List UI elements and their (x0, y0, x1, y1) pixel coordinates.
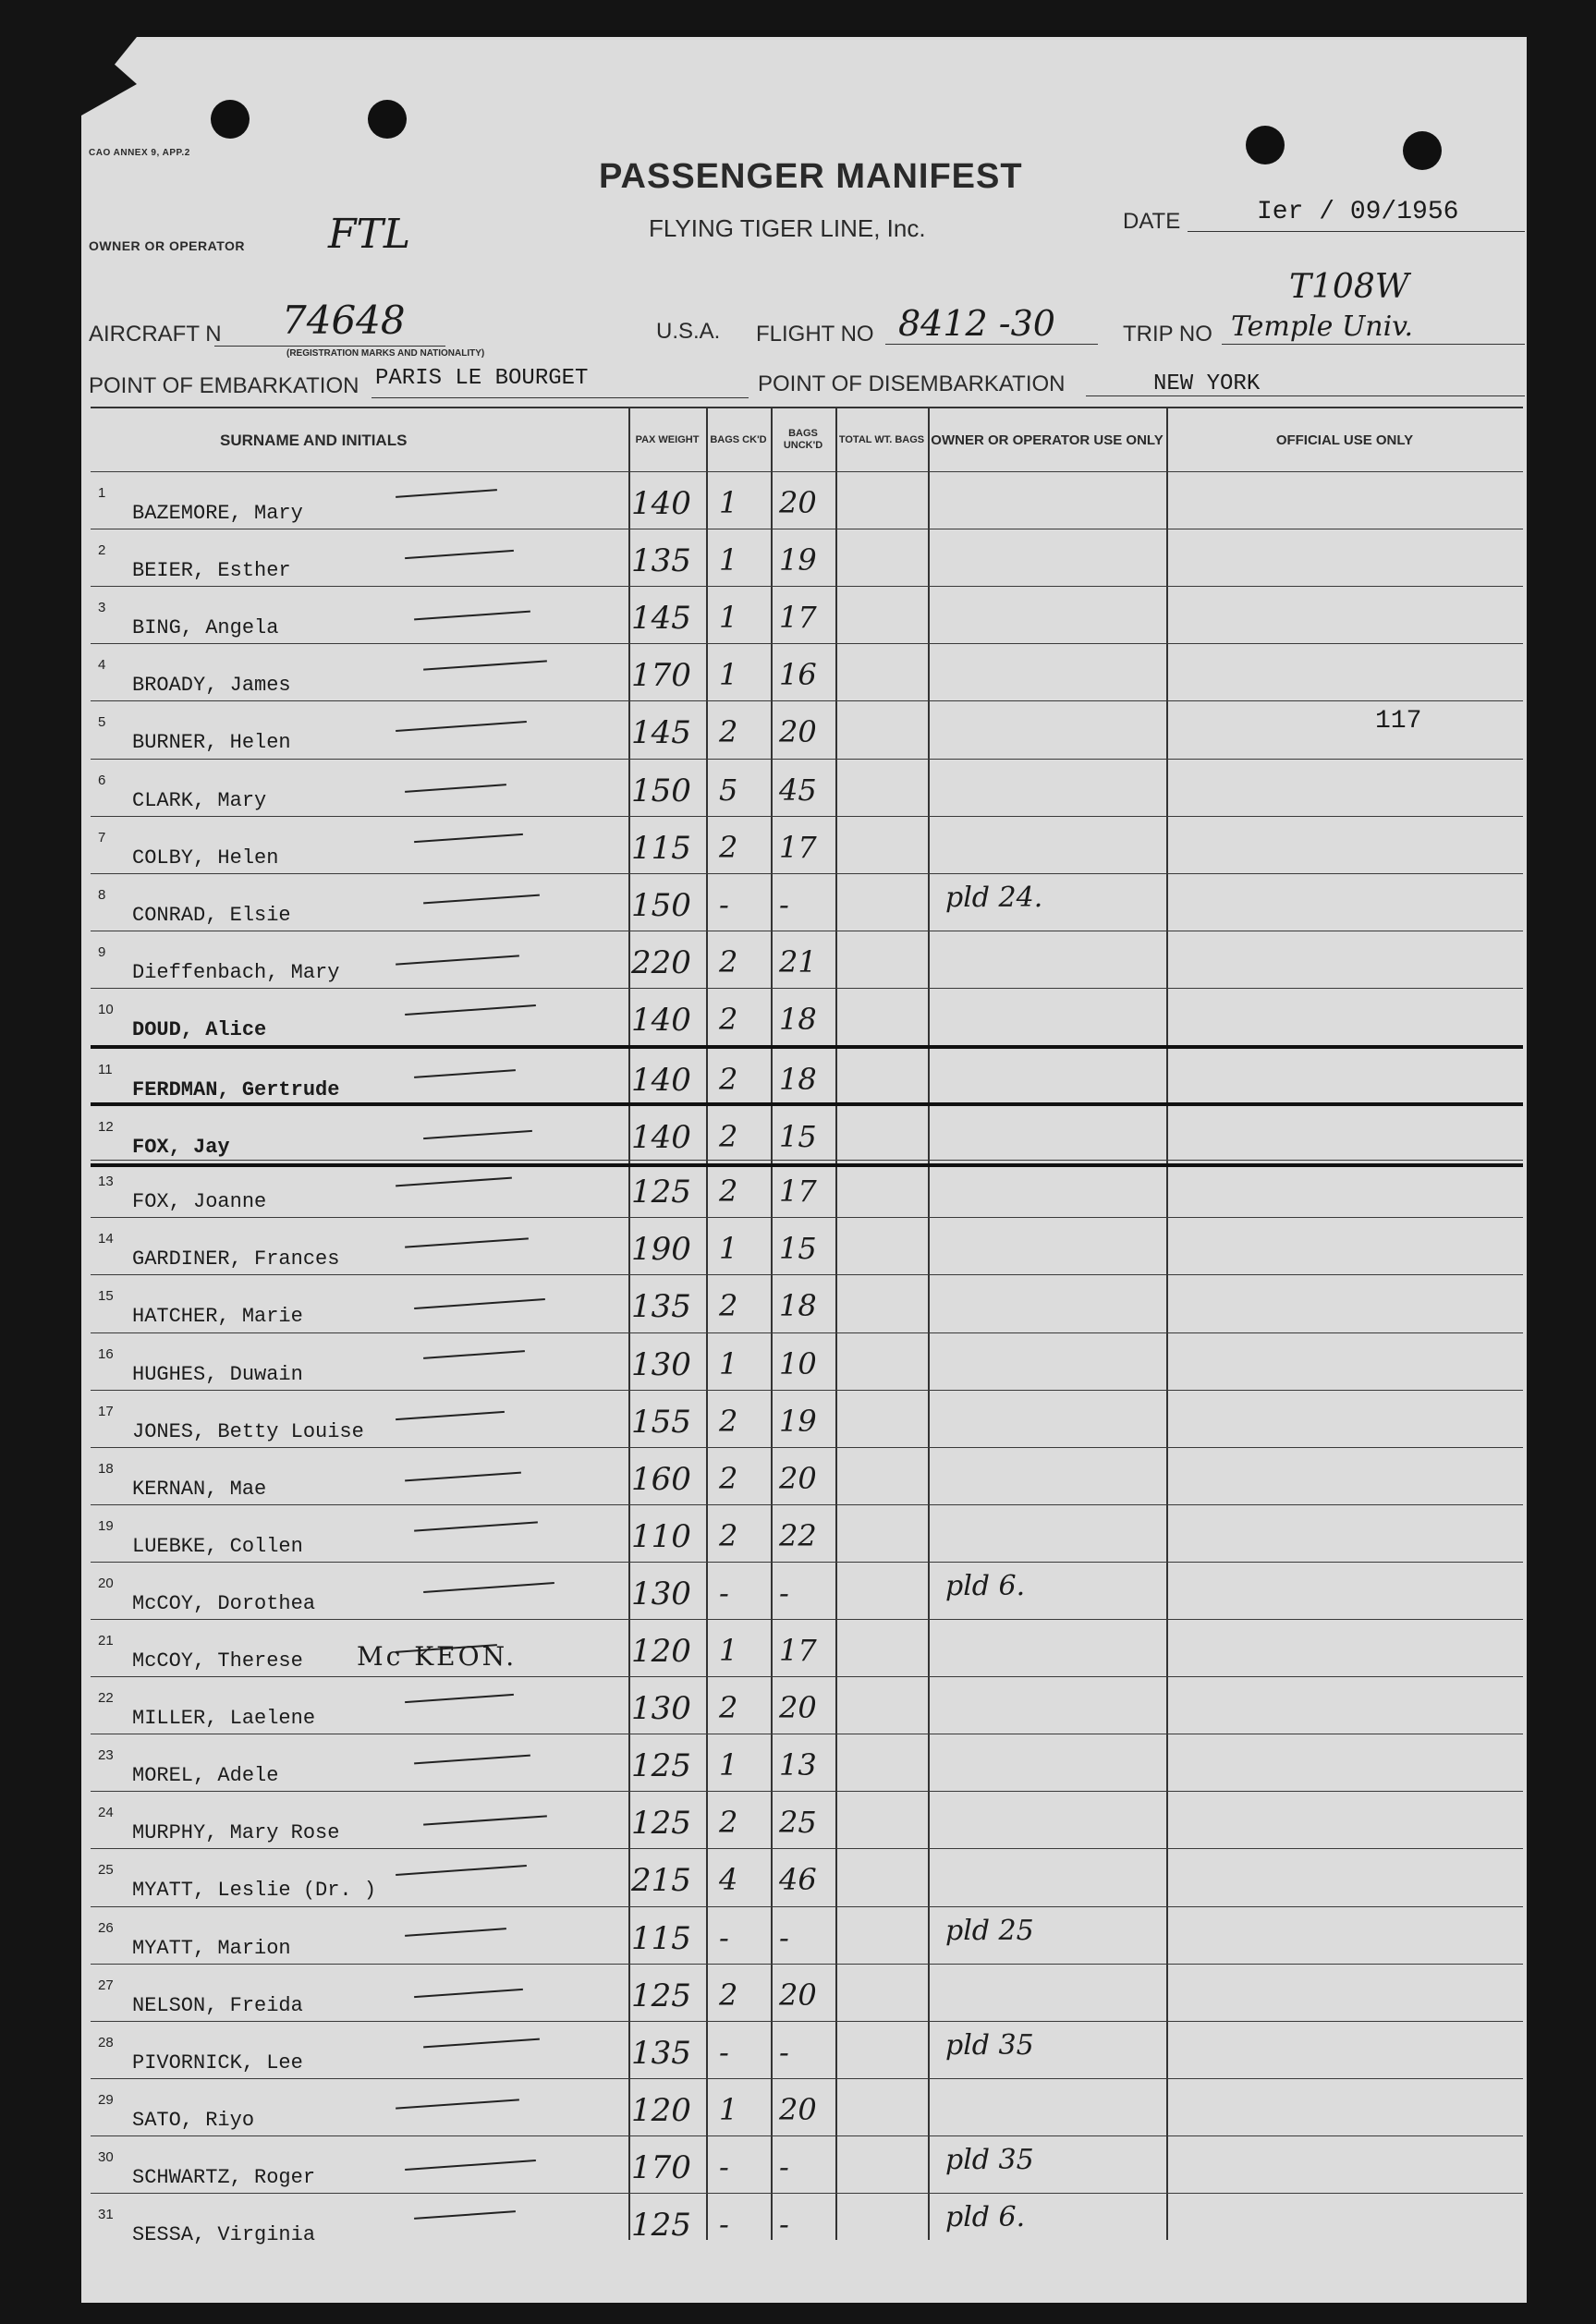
table-row (91, 1274, 1523, 1332)
row-number: 8 (98, 886, 106, 903)
bags-checked: 2 (719, 943, 738, 979)
bags-checked: 2 (719, 1690, 738, 1726)
page-title: PASSENGER MANIFEST (599, 157, 1023, 196)
owner-note: pld 6. (945, 1569, 1026, 1602)
bags-unchecked: 17 (779, 1174, 817, 1210)
bags-checked: - (719, 886, 729, 922)
tick-mark (423, 1582, 554, 1593)
country-label: U.S.A. (656, 319, 721, 344)
bags-unchecked: 13 (779, 1747, 817, 1783)
tick-mark (423, 661, 547, 671)
pax-weight: 145 (631, 714, 691, 752)
bags-checked: 2 (719, 1517, 738, 1553)
passenger-name: BURNER, Helen (132, 731, 291, 755)
bags-unchecked: 45 (779, 772, 817, 808)
tick-mark (405, 784, 506, 793)
table-row (91, 1562, 1523, 1620)
row-number: 19 (98, 1517, 114, 1534)
bags-unchecked: 19 (779, 1403, 817, 1439)
row-number: 9 (98, 943, 106, 960)
pax-weight: 170 (631, 657, 691, 695)
tick-mark (405, 1694, 514, 1703)
table-row (91, 873, 1523, 931)
pax-weight: 190 (631, 1231, 691, 1269)
tick-mark (405, 550, 514, 559)
flight-underline (885, 344, 1098, 345)
tick-mark (423, 2038, 540, 2048)
trip-code: T108W (1289, 268, 1409, 306)
table-row (91, 1217, 1523, 1275)
pax-weight: 130 (631, 1575, 691, 1612)
pax-weight: 120 (631, 1633, 691, 1670)
pax-weight: 130 (631, 1345, 691, 1383)
disembarkation-label: POINT OF DISEMBARKATION (758, 371, 1066, 396)
passenger-name: MILLER, Laelene (132, 1707, 316, 1731)
passenger-name: DOUD, Alice (132, 1017, 267, 1041)
row-number: 10 (98, 1001, 114, 1017)
manifest-table (91, 407, 1523, 2246)
header-official-use: OFFICIAL USE ONLY (1275, 432, 1414, 448)
bags-unchecked: - (779, 2034, 789, 2070)
table-row (91, 700, 1523, 759)
table-row (91, 1791, 1523, 1849)
passenger-name: FOX, Jay (132, 1136, 230, 1160)
owner-note: pld 35 (945, 2028, 1034, 2062)
bags-checked: 1 (719, 600, 738, 636)
tick-mark (423, 1130, 532, 1139)
bags-checked: 2 (719, 1977, 738, 2013)
table-row (91, 1447, 1523, 1505)
passenger-name: MURPHY, Mary Rose (132, 1821, 340, 1845)
pax-weight: 115 (631, 829, 691, 867)
passenger-name: HATCHER, Marie (132, 1305, 303, 1329)
punch-hole-1 (211, 100, 250, 139)
pax-weight: 150 (631, 772, 691, 809)
tick-mark (405, 1004, 536, 1016)
bags-unchecked: 17 (779, 1633, 817, 1668)
row-number: 21 (98, 1633, 114, 1649)
bags-unchecked: 46 (779, 1862, 817, 1898)
pax-weight: 135 (631, 542, 691, 580)
pax-weight: 215 (631, 1862, 691, 1900)
row-number: 5 (98, 714, 106, 731)
passenger-name: MYATT, Leslie (Dr. ) (132, 1879, 377, 1903)
table-row (91, 1045, 1523, 1106)
table-row (91, 1160, 1523, 1218)
pax-weight: 125 (631, 1977, 691, 2014)
table-row (91, 1504, 1523, 1563)
tick-mark (423, 1350, 525, 1359)
bags-checked: 1 (719, 2091, 738, 2127)
owner-note: pld 25 (945, 1914, 1034, 1947)
bags-unchecked: 18 (779, 1288, 817, 1324)
table-row (91, 1906, 1523, 1965)
tick-mark (423, 894, 540, 904)
passenger-name: SATO, Riyo (132, 2108, 255, 2132)
bags-unchecked: 16 (779, 657, 817, 693)
passenger-name: BROADY, James (132, 674, 291, 698)
annex-label: CAO ANNEX 9, APP.2 (89, 148, 190, 158)
row-number: 12 (98, 1119, 114, 1136)
company-name: FLYING TIGER LINE, Inc. (649, 214, 926, 242)
tick-mark (414, 611, 530, 621)
passenger-name: MYATT, Marion (132, 1936, 291, 1960)
table-row (91, 586, 1523, 644)
trip-label: TRIP NO (1123, 322, 1212, 347)
passenger-name: BING, Angela (132, 616, 279, 640)
passenger-name: SESSA, Virginia (132, 2223, 316, 2246)
pax-weight: 125 (631, 1805, 691, 1843)
header-total-weight: TOTAL WT. BAGS (838, 433, 925, 445)
bags-checked: 1 (719, 1345, 738, 1381)
row-number: 16 (98, 1345, 114, 1362)
tick-mark (396, 1410, 505, 1419)
bags-checked: 1 (719, 485, 738, 520)
bags-checked: 2 (719, 1001, 738, 1037)
table-row (91, 1102, 1523, 1167)
pax-weight: 150 (631, 886, 691, 924)
owner-note: pld 6. (945, 2201, 1026, 2233)
tick-mark (405, 1238, 529, 1248)
pax-weight: 135 (631, 1288, 691, 1326)
table-row (91, 1676, 1523, 1734)
handwritten-mckeon: Mc KEON. (357, 1641, 518, 1672)
row-number: 18 (98, 1460, 114, 1477)
bags-checked: 2 (719, 1403, 738, 1439)
pax-weight: 160 (631, 1460, 691, 1498)
row-number: 11 (98, 1062, 113, 1077)
bags-unchecked: 17 (779, 829, 817, 865)
row-number: 29 (98, 2091, 114, 2108)
bags-checked: 1 (719, 1231, 738, 1267)
tick-mark (396, 2099, 519, 2109)
bags-checked: 2 (719, 1174, 738, 1210)
bags-unchecked: - (779, 1575, 789, 1611)
punch-hole-4 (1403, 131, 1442, 170)
date-underline (1188, 231, 1525, 232)
owner-value: FTL (328, 211, 411, 258)
passenger-name: MOREL, Adele (132, 1764, 279, 1788)
bags-checked: 2 (719, 1460, 738, 1496)
header-owner-use: OWNER OR OPERATOR USE ONLY (931, 432, 1163, 448)
table-row (91, 1390, 1523, 1448)
table-row (91, 1964, 1523, 2022)
bags-checked: 4 (719, 1862, 738, 1898)
pax-weight: 110 (631, 1517, 691, 1555)
tick-mark (414, 833, 523, 842)
passenger-name: FOX, Joanne (132, 1190, 267, 1214)
pax-weight: 115 (631, 1919, 691, 1957)
bags-checked: - (719, 2207, 729, 2242)
bags-checked: 1 (719, 657, 738, 693)
passenger-name: CONRAD, Elsie (132, 903, 291, 927)
passenger-name: McCOY, Dorothea (132, 1591, 316, 1615)
bags-unchecked: 20 (779, 1977, 817, 2013)
embarkation-underline (372, 397, 749, 398)
bags-unchecked: 20 (779, 485, 817, 520)
table-row (91, 816, 1523, 874)
bags-checked: 5 (719, 772, 738, 808)
row-number: 24 (98, 1805, 114, 1821)
pax-weight: 125 (631, 1747, 691, 1785)
bags-unchecked: 20 (779, 2091, 817, 2127)
table-row (91, 529, 1523, 587)
pax-weight: 220 (631, 943, 691, 981)
bags-unchecked: 22 (779, 1517, 817, 1553)
owner-label: OWNER OR OPERATOR (89, 238, 245, 253)
bags-checked: 2 (719, 1288, 738, 1324)
official-use-value: 117 (1375, 707, 1422, 736)
bags-unchecked: - (779, 1919, 789, 1955)
bags-unchecked: 21 (779, 943, 817, 979)
embarkation-label: POINT OF EMBARKATION (89, 373, 359, 398)
row-number: 6 (98, 772, 106, 788)
bags-checked: - (719, 1919, 729, 1955)
tick-mark (396, 489, 497, 498)
passenger-name: JONES, Betty Louise (132, 1419, 364, 1443)
row-number: 22 (98, 1690, 114, 1707)
table-row (91, 1619, 1523, 1677)
tick-mark (414, 1988, 523, 1997)
pax-weight: 155 (631, 1403, 691, 1441)
tick-mark (414, 1069, 516, 1078)
passenger-name: CLARK, Mary (132, 788, 267, 812)
passenger-name: GARDINER, Frances (132, 1247, 340, 1272)
bags-checked: 1 (719, 1747, 738, 1783)
table-row (91, 2078, 1523, 2136)
punch-hole-2 (368, 100, 407, 139)
table-row (91, 759, 1523, 817)
row-number: 15 (98, 1288, 114, 1305)
pax-weight: 140 (631, 1001, 691, 1039)
row-number: 31 (98, 2207, 114, 2222)
bags-checked: 2 (719, 1805, 738, 1841)
aircraft-label: AIRCRAFT N (89, 322, 222, 347)
table-row (91, 2135, 1523, 2194)
pax-weight: 125 (631, 1174, 691, 1211)
table-row (91, 1848, 1523, 1906)
aircraft-underline (214, 346, 445, 347)
row-number: 2 (98, 542, 106, 559)
bags-checked: 2 (719, 829, 738, 865)
bags-unchecked: - (779, 2148, 789, 2184)
owner-note: pld 24. (945, 881, 1043, 914)
tick-mark (405, 1928, 506, 1937)
pax-weight: 140 (631, 485, 691, 522)
passenger-name: LUEBKE, Collen (132, 1534, 303, 1558)
row-number: 25 (98, 1862, 114, 1879)
row-number: 14 (98, 1231, 114, 1247)
row-number: 1 (98, 485, 106, 501)
tick-mark (414, 1755, 530, 1765)
table-row (91, 1332, 1523, 1391)
tick-mark (396, 1865, 527, 1876)
row-number: 30 (98, 2148, 114, 2165)
bags-checked: 2 (719, 1119, 738, 1155)
disembarkation-value: NEW YORK (1153, 371, 1261, 396)
flight-label: FLIGHT NO (756, 322, 874, 347)
pax-weight: 145 (631, 600, 691, 638)
pax-weight: 140 (631, 1119, 691, 1157)
tick-mark (414, 2210, 516, 2220)
bags-unchecked: 20 (779, 714, 817, 750)
tick-mark (414, 1521, 538, 1531)
row-number: 7 (98, 829, 106, 846)
table-row (91, 931, 1523, 989)
embarkation-value: PARIS LE BOURGET (375, 366, 589, 391)
tick-mark (396, 1177, 512, 1187)
row-number: 20 (98, 1575, 114, 1591)
passenger-name: HUGHES, Duwain (132, 1362, 303, 1386)
table-row (91, 1734, 1523, 1792)
passenger-name: Dieffenbach, Mary (132, 960, 340, 984)
passenger-name: BAZEMORE, Mary (132, 502, 303, 525)
passenger-name: BEIER, Esther (132, 559, 291, 583)
bags-checked: 1 (719, 542, 738, 578)
date-label: DATE (1123, 209, 1181, 234)
pax-weight: 120 (631, 2091, 691, 2129)
table-row (91, 643, 1523, 701)
table-row (91, 471, 1523, 529)
trip-underline (1222, 344, 1525, 345)
header-bags-ckd: BAGS CK'D (710, 433, 767, 445)
tick-mark (414, 1298, 545, 1309)
bags-checked: - (719, 2034, 729, 2070)
row-number: 13 (98, 1174, 114, 1190)
row-number: 27 (98, 1977, 114, 1993)
bags-unchecked: 17 (779, 600, 817, 636)
punch-hole-3 (1246, 126, 1285, 164)
pax-weight: 130 (631, 1690, 691, 1728)
bags-unchecked: 15 (779, 1119, 817, 1155)
bags-unchecked: 15 (779, 1231, 817, 1267)
tick-mark (423, 1816, 547, 1826)
flight-value: 8412 -30 (898, 303, 1055, 344)
pax-weight: 170 (631, 2148, 691, 2186)
aircraft-value: 74648 (282, 298, 406, 343)
owner-note: pld 35 (945, 2143, 1034, 2176)
header-weight: PAX WEIGHT (635, 433, 700, 445)
passenger-name: NELSON, Freida (132, 1993, 303, 2017)
passenger-name: FERDMAN, Gertrude (132, 1078, 340, 1101)
row-number: 3 (98, 600, 106, 616)
pax-weight: 140 (631, 1062, 691, 1099)
bags-unchecked: 20 (779, 1460, 817, 1496)
passenger-name: PIVORNICK, Lee (132, 2050, 303, 2075)
bags-unchecked: 18 (779, 1062, 817, 1097)
bags-checked: - (719, 2148, 729, 2184)
table-row (91, 2193, 1523, 2251)
bags-checked: - (719, 1575, 729, 1611)
row-number: 17 (98, 1403, 114, 1419)
bags-unchecked: 20 (779, 1690, 817, 1726)
pax-weight: 125 (631, 2207, 691, 2244)
trip-value: Temple Univ. (1231, 310, 1414, 343)
header-bags-unckd: BAGS UNCK'D (783, 428, 823, 451)
tick-mark (405, 1471, 521, 1481)
row-number: 4 (98, 657, 106, 674)
bags-unchecked: 10 (779, 1345, 817, 1381)
registration-note: (REGISTRATION MARKS AND NATIONALITY) (286, 348, 485, 359)
bags-checked: 2 (719, 714, 738, 750)
row-number: 23 (98, 1747, 114, 1764)
passenger-name: KERNAN, Mae (132, 1477, 267, 1501)
table-row (91, 2021, 1523, 2079)
passenger-name: COLBY, Helen (132, 846, 279, 870)
bags-unchecked: 19 (779, 542, 817, 578)
pax-weight: 135 (631, 2034, 691, 2072)
table-row (91, 988, 1523, 1046)
row-number: 28 (98, 2034, 114, 2050)
bags-checked: 1 (719, 1633, 738, 1668)
bags-checked: 2 (719, 1062, 738, 1097)
tick-mark (396, 721, 527, 732)
bags-unchecked: 18 (779, 1001, 817, 1037)
tick-mark (405, 2160, 536, 2171)
bags-unchecked: - (779, 886, 789, 922)
passenger-name: SCHWARTZ, Roger (132, 2165, 316, 2189)
row-number: 26 (98, 1919, 114, 1936)
passenger-name: McCOY, Therese (132, 1649, 303, 1673)
bags-unchecked: 25 (779, 1805, 817, 1841)
tick-mark (396, 955, 519, 965)
disembarkation-underline (1086, 395, 1525, 396)
date-value: Ier / 09/1956 (1257, 198, 1459, 226)
bags-unchecked: - (779, 2207, 789, 2242)
header-surname: SURNAME AND INITIALS (220, 431, 408, 449)
